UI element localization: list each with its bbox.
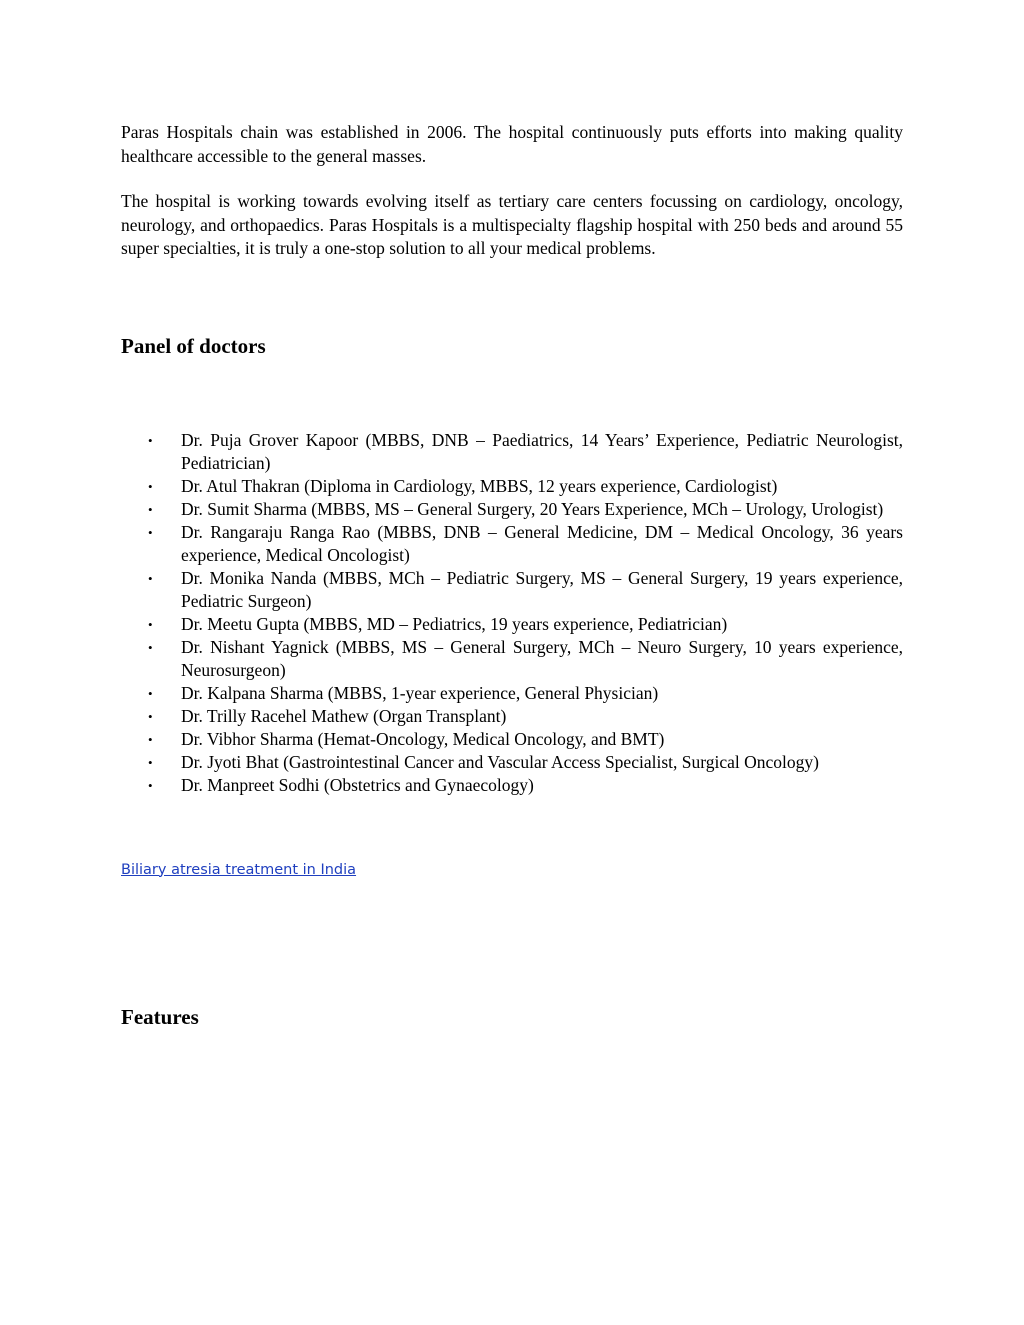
bullet-icon: • xyxy=(148,432,153,448)
bullet-icon: • xyxy=(148,478,153,494)
list-item xyxy=(121,475,903,498)
list-item xyxy=(121,751,903,774)
doctor-entry: Dr. Meetu Gupta (MBBS, MD – Pediatrics, 19 years experience, Pediatrician) xyxy=(181,613,728,634)
list-item xyxy=(121,613,903,636)
document-page xyxy=(121,121,903,1030)
list-item xyxy=(121,728,903,751)
doctor-entry: Dr. Jyoti Bhat (Gastrointestinal Cancer and Vascular Access Specialist, Surgical Oncology) xyxy=(181,751,819,772)
doctor-entry: Dr. Rangaraju Ranga Rao (MBBS, DNB – General Medicine, DM – Medical Oncology, 36 years experience, Medical Oncologist) xyxy=(181,521,903,565)
features-heading: Features xyxy=(121,1004,199,1029)
list-item xyxy=(121,521,903,567)
intro-paragraph-2: The hospital is working towards evolving itself as tertiary care centers focussing on cardiology, oncology, neurology, and orthopaedics. Paras Hospitals is a multispecialty flagship hospital with 250 beds and around 55 super specialties, it is truly a one-stop solution to all your medical problems. xyxy=(121,191,903,258)
doctor-entry: Dr. Nishant Yagnick (MBBS, MS – General Surgery, MCh – Neuro Surgery, 10 years experience, Neurosurgeon) xyxy=(181,636,903,680)
bullet-icon: • xyxy=(148,524,153,540)
bullet-icon: • xyxy=(148,754,153,770)
list-item xyxy=(121,774,903,797)
doctor-entry: Dr. Monika Nanda (MBBS, MCh – Pediatric Surgery, MS – General Surgery, 19 years experience, Pediatric Surgeon) xyxy=(181,567,903,611)
bullet-icon: • xyxy=(148,570,153,586)
bullet-icon: • xyxy=(148,777,153,793)
list-item xyxy=(121,636,903,682)
bullet-icon: • xyxy=(148,616,153,632)
bullet-icon: • xyxy=(148,731,153,747)
bullet-icon: • xyxy=(148,501,153,517)
biliary-atresia-link[interactable]: Biliary atresia treatment in India xyxy=(121,861,357,878)
doctor-entry: Dr. Puja Grover Kapoor (MBBS, DNB – Paediatrics, 14 Years’ Experience, Pediatric Neurologist, Pediatrician) xyxy=(181,429,903,473)
doctor-entry: Dr. Vibhor Sharma (Hemat-Oncology, Medical Oncology, and BMT) xyxy=(181,728,665,749)
doctor-entry: Dr. Sumit Sharma (MBBS, MS – General Surgery, 20 Years Experience, MCh – Urology, Urologist) xyxy=(181,498,884,519)
list-item xyxy=(121,567,903,613)
link-container xyxy=(121,860,903,880)
doctor-entry: Dr. Atul Thakran (Diploma in Cardiology, MBBS, 12 years experience, Cardiologist) xyxy=(181,475,778,496)
doctor-list xyxy=(121,429,903,797)
bullet-icon: • xyxy=(148,708,153,724)
list-item xyxy=(121,498,903,521)
list-item xyxy=(121,429,903,475)
doctor-entry: Dr. Kalpana Sharma (MBBS, 1-year experience, General Physician) xyxy=(181,682,659,703)
bullet-icon: • xyxy=(148,685,153,701)
bullet-icon: • xyxy=(148,639,153,655)
panel-of-doctors-heading: Panel of doctors xyxy=(121,333,266,358)
doctor-entry: Dr. Trilly Racehel Mathew (Organ Transplant) xyxy=(181,705,507,726)
doctor-entry: Dr. Manpreet Sodhi (Obstetrics and Gynaecology) xyxy=(181,774,534,795)
intro-paragraph-1: Paras Hospitals chain was established in 2006. The hospital continuously puts efforts into making quality healthcare accessible to the general masses. xyxy=(121,122,903,166)
list-item xyxy=(121,705,903,728)
list-item xyxy=(121,682,903,705)
